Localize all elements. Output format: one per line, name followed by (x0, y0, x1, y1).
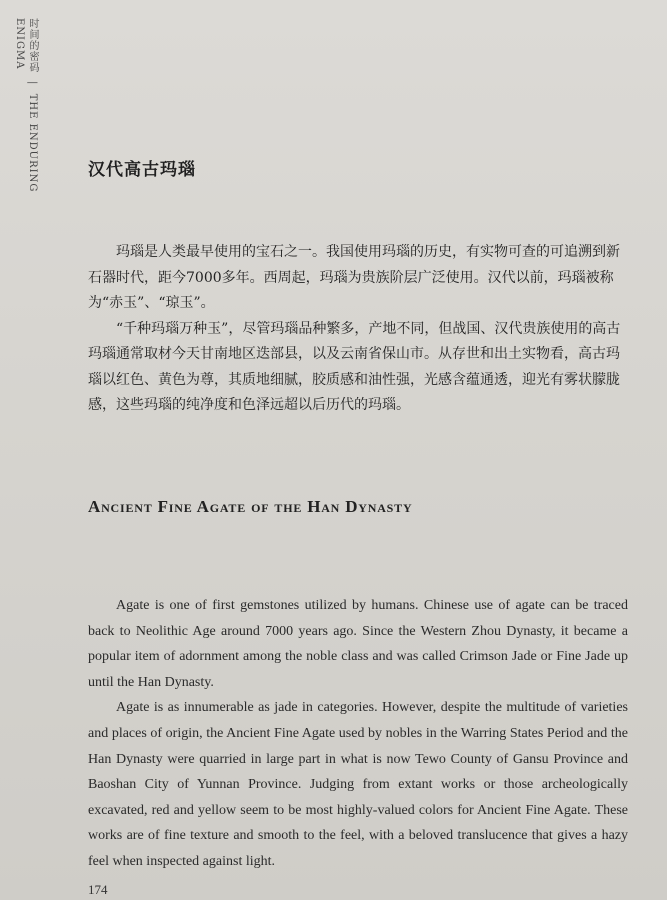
chinese-section-title: 汉代高古玛瑙 (88, 160, 196, 180)
page-number: 174 (88, 882, 108, 897)
running-head-separator: | (27, 81, 38, 86)
chinese-paragraph-1: 玛瑙是人类最早使用的宝石之一。我国使用玛瑙的历史，有实物可查的可追溯到新石器时代，距今7000多年。西周起，玛瑙为贵族阶层广泛使用。汉代以前，玛瑙被称为“赤玉”、“琼玉”。 (88, 244, 620, 311)
english-body (88, 593, 628, 875)
running-head-en: THE ENDURING ENIGMA (14, 18, 38, 193)
english-section-title: Ancient Fine Agate of the Han Dynasty (88, 497, 413, 516)
english-paragraph-1: Agate is one of first gemstones utilized by humans. Chinese use of agate can be traced back to Neolithic Age around 7000 years ago. Since the Western Zhou Dynasty, it became a popular item of adornment among the noble class and was called Crimson Jade or Fine Jade up until the Han Dynasty. (88, 598, 628, 690)
chinese-paragraph-2: “千种玛瑙万种玉”，尽管玛瑙品种繁多，产地不同，但战国、汉代贵族使用的高古玛瑙通常取材今天甘南地区迭部县，以及云南省保山市。从存世和出土实物看，高古玛瑙以红色、黄色为尊，其质地细腻，胶质感和油性强，光感含蕴通透，迎光有雾状朦胧感，这些玛瑙的纯净度和色泽远超以后历代的玛瑙。 (88, 320, 621, 413)
english-paragraph-2: Agate is as innumerable as jade in categories. However, despite the multitude of varieties and places of origin, the Ancient Fine Agate used by nobles in the Warring States Period and the Han Dynasty were quarried in large part in what is now Tewo County of Gansu Province and Baoshan City of Yunnan Province. Judging from extant works or those archeologically excavated, red and yellow seem to be most highly-valued colors for Ancient Fine Agate. These works are of fine texture and smooth to the feel, with a beloved translucence that gives a hazy feel when inspected against light. (88, 700, 628, 869)
running-head-cn: 时间的密码 (27, 18, 38, 73)
chinese-body (88, 240, 628, 419)
running-head (14, 18, 40, 208)
